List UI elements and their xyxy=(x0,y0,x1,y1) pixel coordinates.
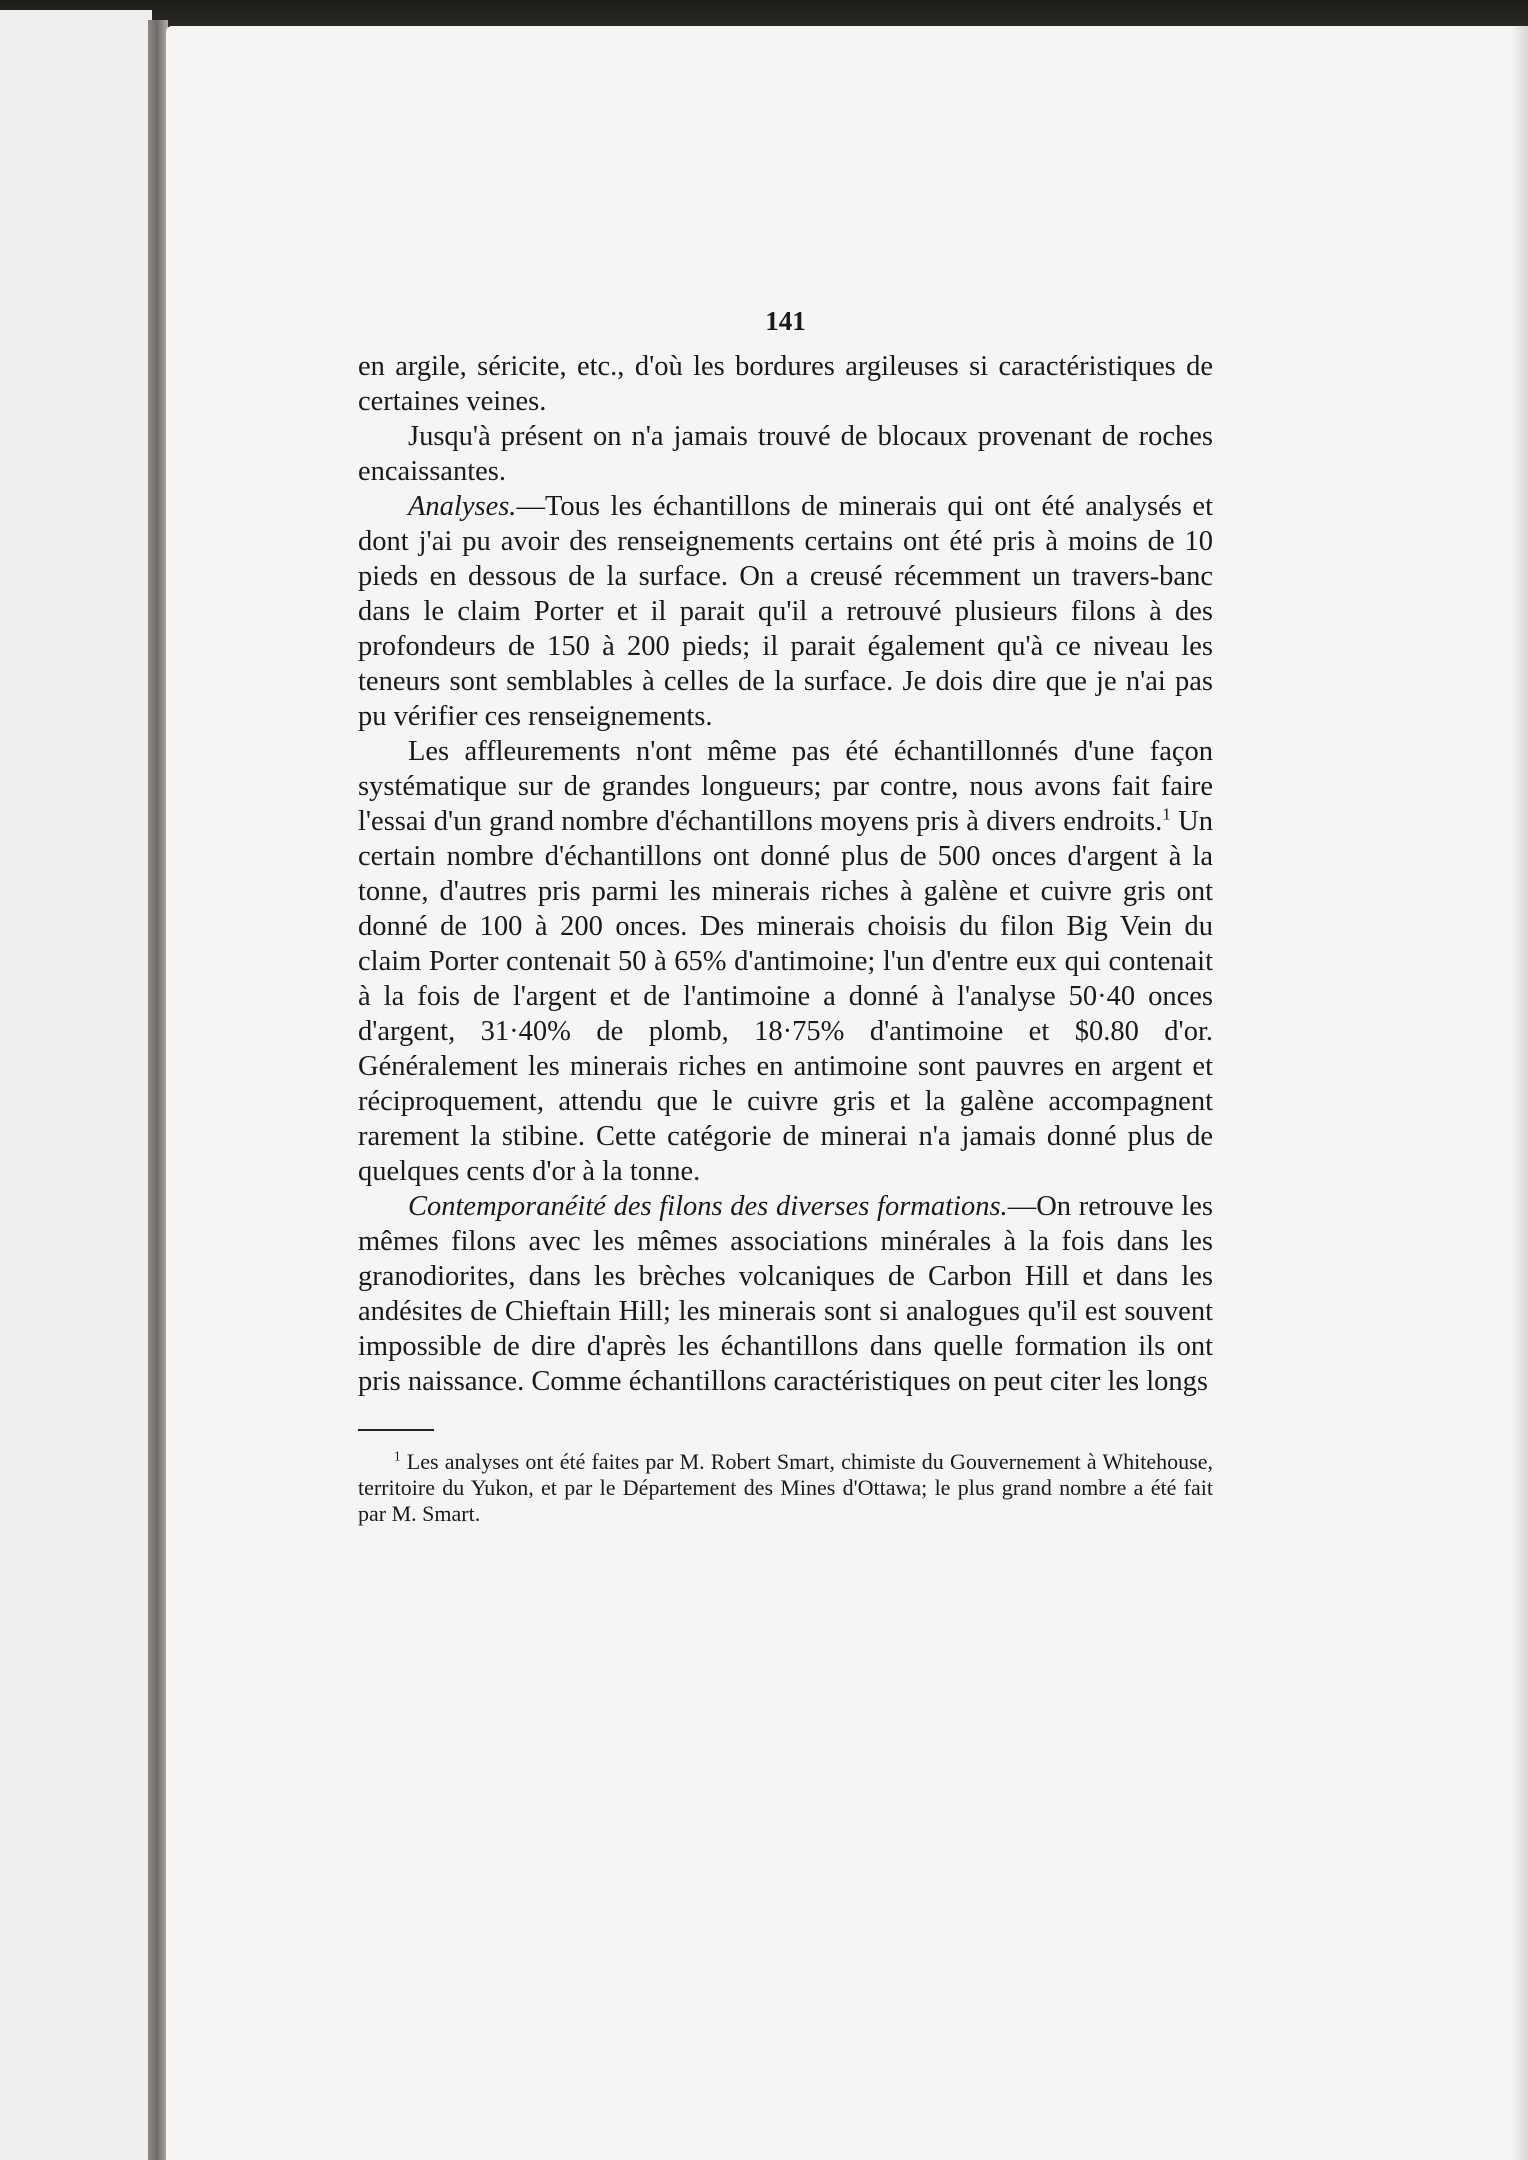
footnote-text: Les analyses ont été faites par M. Robert Smart, chimiste du Gouvernement à Whitehouse, territoire du Yukon, et par le Département des Mines d'Ottawa; le plus grand nombre a été fait par M. Smart. xyxy=(358,1449,1213,1526)
page-edge-shadow xyxy=(1510,26,1528,2160)
paragraph-text-continued: Un certain nombre d'échantillons ont donné plus de 500 onces d'argent à la tonne, d'autres pris parmi les minerais riches à galène et cuivre gris ont donné de 100 à 200 onces. Des minerais choisis du filon Big Vein du claim Porter contenait 50 à 65% d'antimoine; l'un d'entre eux qui contenait à la fois de l'argent et de l'antimoine a donné à l'analyse 50·40 onces d'argent, 31·40% de plomb, 18·75% d'antimoine et $0.80 d'or. Généralement les minerais riches en antimoine sont pauvres en argent et réciproquement, attendu que le cuivre gris et la galène accompagnent rarement la stibine. Cette catégorie de minerai n'a jamais donné plus de quelques cents d'or à la tonne. xyxy=(358,806,1213,1187)
paragraph-1 xyxy=(358,349,1213,419)
section-heading-analyses: Analyses. xyxy=(408,491,517,522)
footnote-divider xyxy=(358,1429,434,1431)
paragraph-text: en argile, séricite, etc., d'où les bordures argileuses si caractéristiques de certaines veines. xyxy=(358,351,1213,417)
footnote-reference[interactable]: 1 xyxy=(1162,804,1171,824)
paragraph-text: —On retrouve les mêmes filons avec les mêmes associations minérales à la fois dans les granodiorites, dans les brèches volcaniques de Carbon Hill et dans les andésites de Chieftain Hill; les minerais sont si analogues qu'il est souvent impossible de dire d'après les échantillons dans quelle formation ils ont pris naissance. Comme échantillons caractéristiques on peut citer les longs xyxy=(358,1191,1213,1397)
paragraph-text: Les affleurements n'ont même pas été échantillonnés d'une façon systématique sur de grandes longueurs; par contre, nous avons fait faire l'essai d'un grand nombre d'échantillons moyens pris à divers endroits. xyxy=(358,736,1213,837)
paragraph-4 xyxy=(358,734,1213,1189)
section-heading-contemporaneite: Contemporanéité des filons des diverses formations. xyxy=(408,1191,1008,1222)
book-gutter xyxy=(148,20,168,2160)
footnote-marker: 1 xyxy=(394,1448,401,1464)
paragraph-3 xyxy=(358,489,1213,734)
footnote xyxy=(358,1449,1213,1527)
paragraph-2 xyxy=(358,419,1213,489)
facing-page-edge xyxy=(0,10,152,2160)
paragraph-text: Jusqu'à présent on n'a jamais trouvé de blocaux provenant de roches encaissantes. xyxy=(358,421,1213,487)
paragraph-5 xyxy=(358,1189,1213,1399)
page-text-block xyxy=(358,305,1213,1527)
page-number: 141 xyxy=(765,306,806,336)
paragraph-text: —Tous les échantillons de minerais qui ont été analysés et dont j'ai pu avoir des renseignements certains ont été pris à moins de 10 pieds en dessous de la surface. On a creusé récemment un travers-banc dans le claim Porter et il parait qu'il a retrouvé plusieurs filons à des profondeurs de 150 à 200 pieds; il parait également qu'à ce niveau les teneurs sont semblables à celles de la surface. Je dois dire que je n'ai pas pu vérifier ces renseignements. xyxy=(358,491,1213,732)
